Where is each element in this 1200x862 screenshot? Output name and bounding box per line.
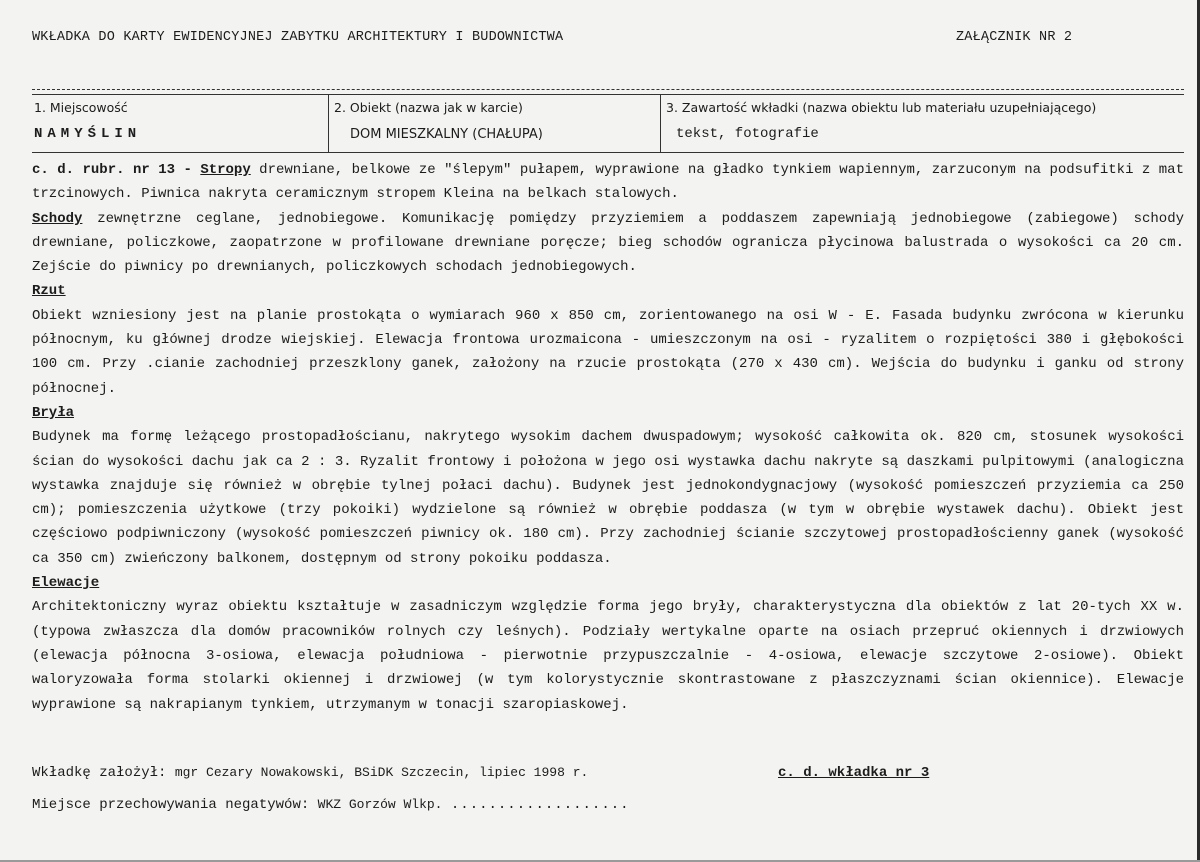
stairs-heading: Schody xyxy=(32,210,83,227)
storage-row xyxy=(32,797,630,813)
author-row xyxy=(32,765,588,781)
place-value: NAMYŚLIN xyxy=(34,126,142,142)
fields-top-border xyxy=(32,94,1184,95)
form-title: WKŁADKA DO KARTY EWIDENCYJNEJ ZABYTKU ARCHITEKTURY I BUDOWNICTWA xyxy=(32,30,564,45)
author-label: Wkładkę założył: xyxy=(32,765,167,781)
object-value: DOM MIESZKALNY (CHAŁUPA) xyxy=(350,127,543,142)
continuation-lead: c. d. rubr. nr 13 - xyxy=(32,162,201,178)
elevations-heading: Elewacje xyxy=(32,575,100,592)
stairs-paragraph xyxy=(32,207,1184,280)
ceilings-paragraph xyxy=(32,158,1184,207)
mass-text: Budynek ma formę leżącego prostopadłościanu, nakrytego wysokim dachem dwuspadowym; wysokość całkowita ok. 820 cm, stosunek wysokości ścian do wysokości dachu jak ca 2 : 3. Ryzalit frontowy i położona w jego osi wystawka dachu nakryte są daszkami pulpitowymi (analogiczna wystawka znajduje się również w obrębie tylnej połaci dachu). Budynek jest jednokondygnacjowy (wysokość pomieszczeń przyziemia ca 250 cm); pomieszczenia użytkowe (trzy pokoiki) wydzielone są również w obrębie poddasza (w tym w obrębie wystawek dachu). Obiekt jest częściowo podpiwniczony (wysokość pomieszczeń piwnicy ok. 180 cm). Przy zachodniej ścianie szczytowej prostopadłościenny ganek (wysokość ca 350 cm) zwieńczony balkonem, dostępnym od strony pokoiku poddasza. xyxy=(32,429,1184,567)
annex-number: ZAŁĄCZNIK NR 2 xyxy=(956,30,1073,45)
document-body xyxy=(32,158,1184,717)
mass-heading: Bryła xyxy=(32,404,75,421)
field-divider-1 xyxy=(328,94,329,152)
stairs-text: zewnętrzne ceglane, jednobiegowe. Komunikację pomiędzy przyziemiem a poddaszem zapewniają jednobiegowe (zabiegowe) schody drewniane, policzkowe, zaopatrzone w profilowane drewniane poręcze; bieg schodów ogranicza płycinowa balustrada o wysokości ca 20 cm. Zejście do piwnicy po drewnianych, policzkowych schodach jednobiegowych. xyxy=(32,210,1184,276)
author-value: mgr Cezary Nowakowski, BSiDK Szczecin, lipiec 1998 r. xyxy=(174,765,589,780)
fields-bottom-border xyxy=(32,152,1184,153)
storage-dots: ................... xyxy=(450,797,630,813)
card-continuation-ref: c. d. wkładka nr 3 xyxy=(778,765,930,781)
header-dashed-divider xyxy=(32,89,1184,90)
place-label: 1. Miejscowość xyxy=(34,100,128,115)
object-label: 2. Obiekt (nazwa jak w karcie) xyxy=(334,100,523,115)
field-divider-2 xyxy=(660,94,661,152)
plan-heading: Rzut xyxy=(32,283,66,300)
ceilings-text: drewniane, belkowe ze "ślepym" pułapem, wyprawione na gładko tynkiem wapiennym, zarzuconym na podsufitki z mat trzcinowych. Piwnica nakryta ceramicznym stropem Kleina na belkach stalowych. xyxy=(32,162,1184,203)
storage-value: WKZ Gorzów Wlkp. xyxy=(317,797,443,812)
plan-text: Obiekt wzniesiony jest na planie prostokąta o wymiarach 960 x 850 cm, zorientowanego na osi W - E. Fasada budynku zwrócona w kierunku północnym, ku głównej drodze wiejskiej. Elewacja frontowa urozmaicona - umieszczonym na osi - ryzalitem o rozpiętości 380 i głębokości 100 cm. Przy .cianie zachodniej przeszklony ganek, założony na rzucie prostokąta (270 x 430 cm). Wejścia do budynku i ganku od strony północnej. xyxy=(32,307,1184,397)
storage-label: Miejsce przechowywania negatywów: xyxy=(32,797,310,813)
elevations-text: Architektoniczny wyraz obiektu kształtuje w zasadniczym względzie forma jego bryły, charakterystyczna dla obiektów z lat 20-tych XX w. (typowa zwłaszcza dla domów pracowników rolnych czy leśnych). Podziały wertykalne oparte na osiach przepruć okiennych i drzwiowych (elewacja północna 3-osiowa, elewacja południowa - pierwotnie przypuszczalnie - 4-osiowa, elewacje szczytowe 2-osiowe). Obiekt waloryzowała forma stolarki okiennej i drzwiowej (w tym kolorystycznie skontrastowane z płaszczyznami ścian okiennice). Elewacje wyprawione są nakrapianym tynkiem, utrzymanym w tonacji szaropiaskowej. xyxy=(32,599,1184,713)
content-value: tekst, fotografie xyxy=(676,126,819,142)
ceilings-heading: Stropy xyxy=(200,162,251,178)
content-label: 3. Zawartość wkładki (nazwa obiektu lub materiału uzupełniającego) xyxy=(666,100,1097,115)
